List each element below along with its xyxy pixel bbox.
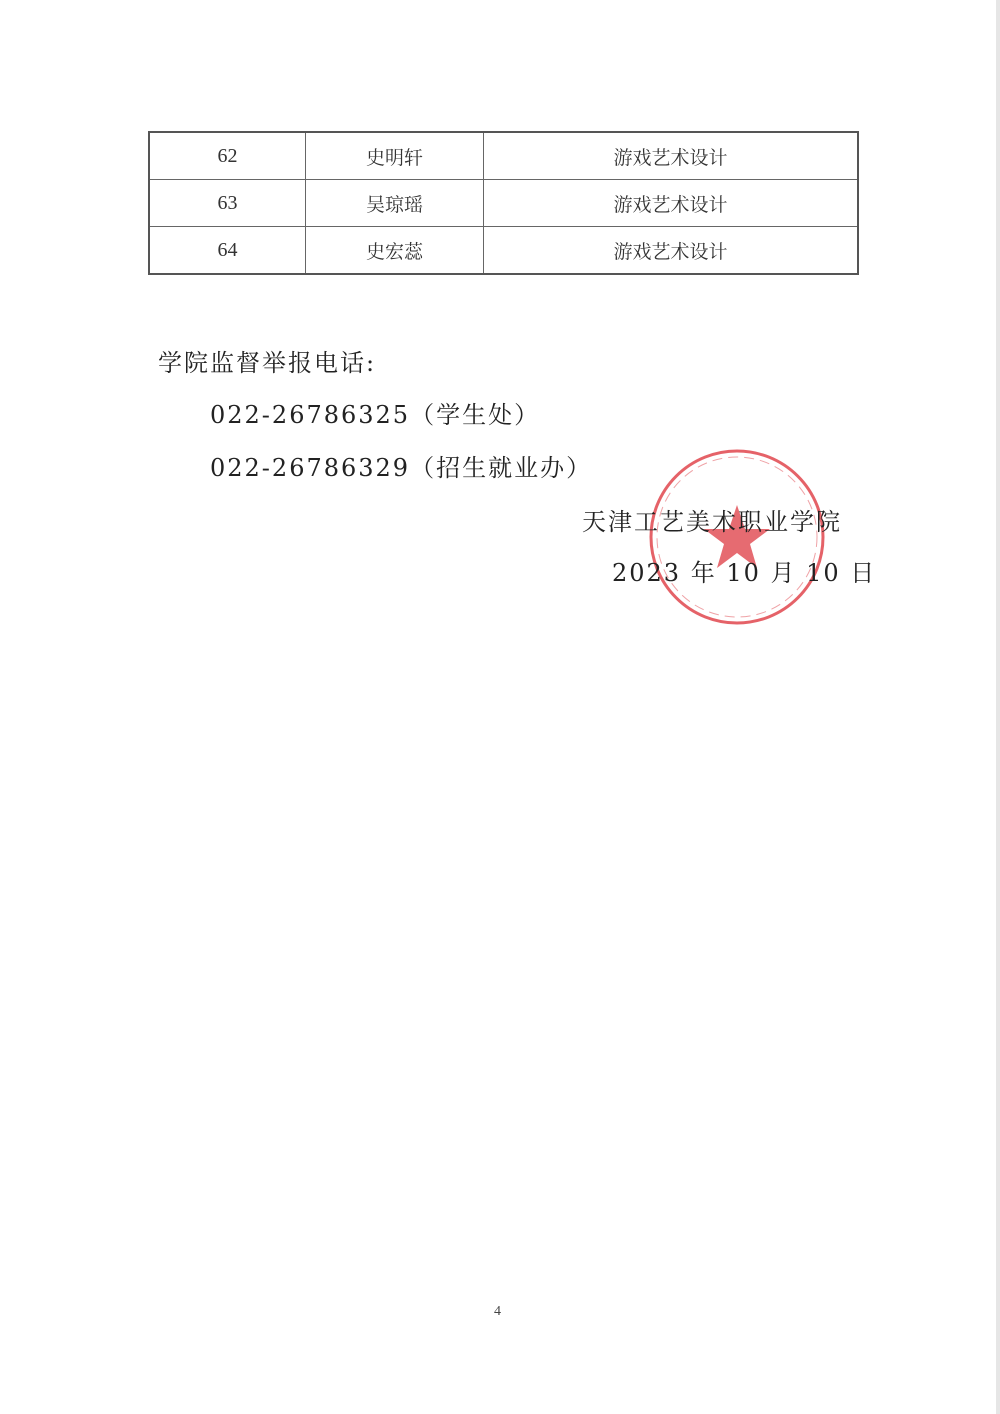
major: 游戏艺术设计 (484, 227, 859, 275)
row-number: 62 (149, 132, 306, 180)
scan-edge (996, 0, 1000, 1414)
row-number: 63 (149, 180, 306, 227)
signature-org: 天津工艺美术职业学院 (582, 508, 842, 536)
contact-phone-admissions: 022-26786329（招生就业办） (210, 454, 593, 482)
table-row (149, 132, 858, 180)
student-list-table (148, 131, 859, 275)
row-number: 64 (149, 227, 306, 275)
major: 游戏艺术设计 (484, 132, 859, 180)
major: 游戏艺术设计 (484, 180, 859, 227)
contact-phone-student-office: 022-26786325（学生处） (210, 401, 541, 429)
student-name: 史宏蕊 (306, 227, 484, 275)
student-name: 史明轩 (306, 132, 484, 180)
student-name: 吴琼瑶 (306, 180, 484, 227)
table-row (149, 180, 858, 227)
signature-date: 2023 年 10 月 10 日 (612, 559, 877, 587)
page-number: 4 (494, 1304, 501, 1319)
official-seal (645, 447, 829, 627)
table-row (149, 227, 858, 275)
contact-heading: 学院监督举报电话: (158, 349, 377, 377)
